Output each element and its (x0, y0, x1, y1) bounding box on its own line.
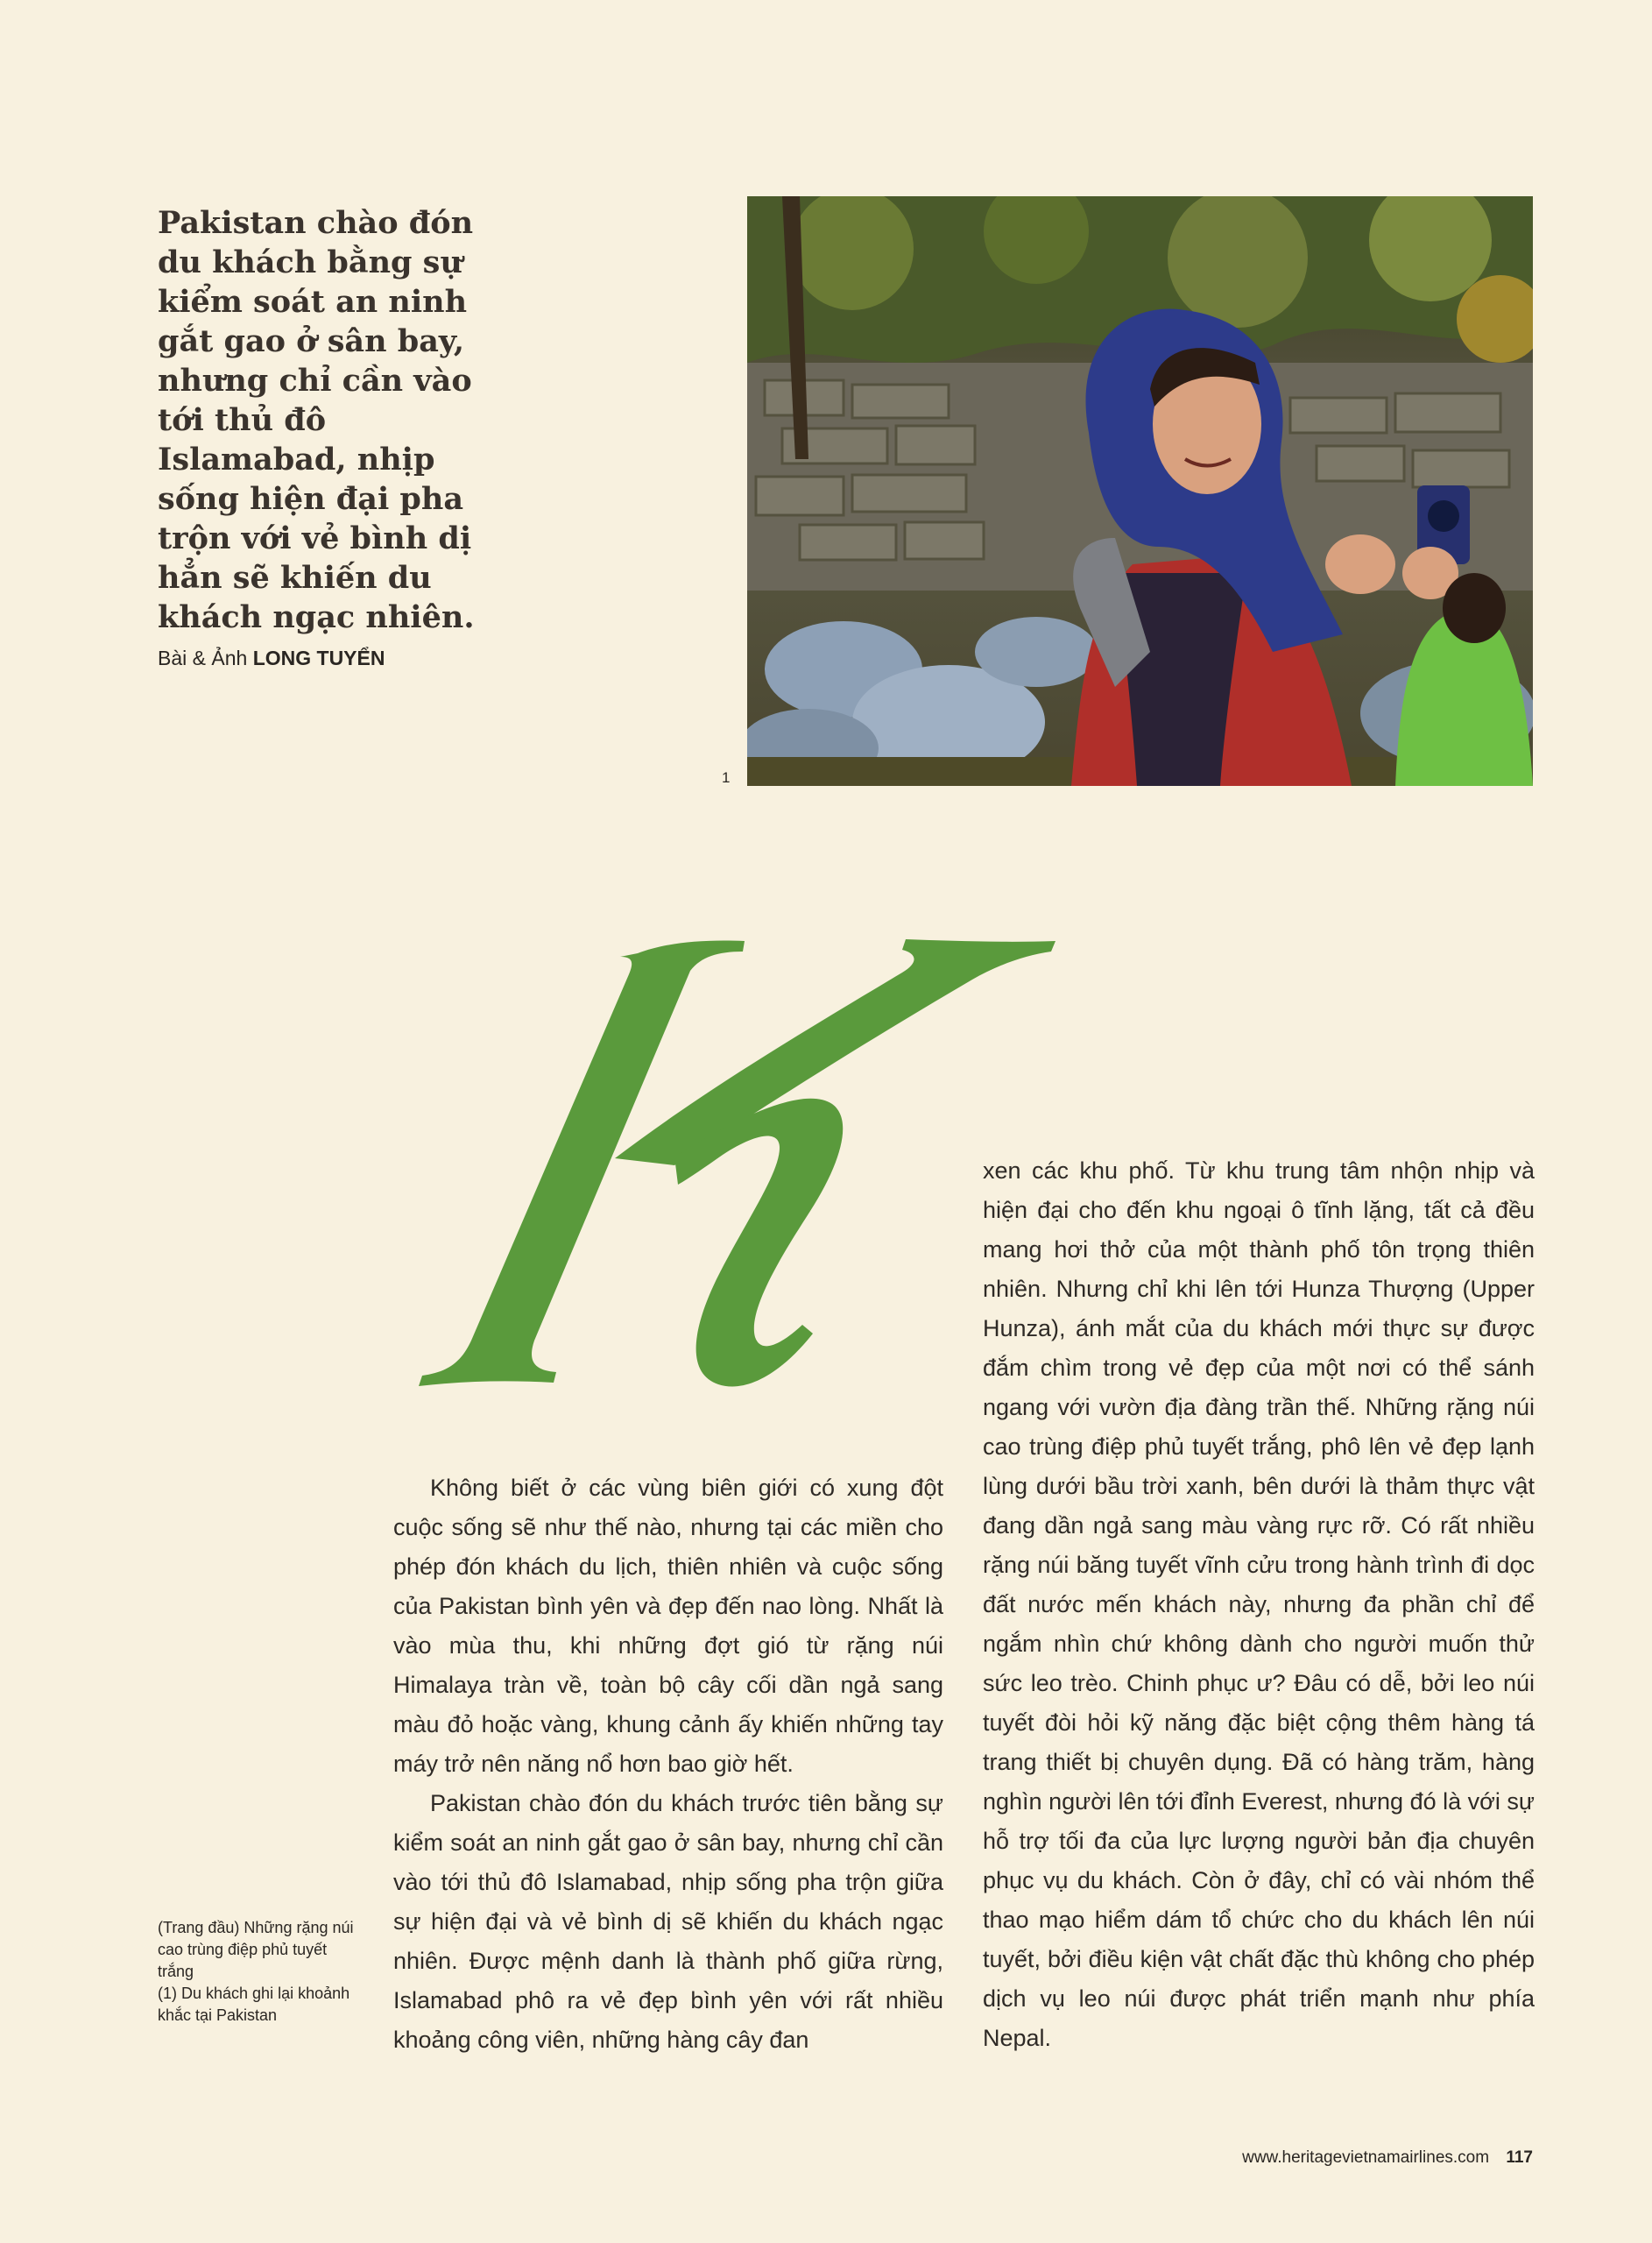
caption-line-1: (Trang đầu) Những rặng núi cao trùng điệp phủ tuyết trắng (158, 1919, 354, 1980)
photo-number: 1 (722, 769, 731, 786)
article-paragraph-3: xen các khu phố. Từ khu trung tâm nhộn nhịp và hiện đại cho đến khu ngoại ô tĩnh lặng, tất cả đều mang hơi thở của một thành phố tôn trọng thiên nhiên. Nhưng chỉ khi lên tới Hunza Thượng (Upper Hunza), ánh mắt của du khách mới thực sự được đắm chìm trong vẻ đẹp của một nơi có thể sánh ngang với vườn địa đàng trần thế. Những rặng núi cao trùng điệp phủ tuyết trắng, phô lên vẻ đẹp lạnh lùng dưới bầu trời xanh, bên dưới là thảm thực vật đang dần ngả sang màu vàng rực rỡ. Có rất nhiều rặng núi băng tuyết vĩnh cửu trong hành trình đi dọc đất nước mến khách này, nhưng đa phần chỉ để ngắm nhìn chứ không dành cho người muốn thử sức leo trèo. Chinh phục ư? Đâu có dễ, bởi leo núi tuyết đòi hỏi kỹ năng đặc biệt cộng thêm hàng tá trang thiết bị chuyên dụng. Đã có hàng trăm, hàng nghìn người lên tới đỉnh Everest, nhưng đó là với sự hỗ trợ tối đa của lực lượng người bản địa chuyên phục vụ du khách. Còn ở đây, chỉ có vài nhóm thể thao mạo hiểm dám tổ chức cho du khách lên núi tuyết, bởi điều kiện vật chất đặc thù không cho phép dịch vụ leo núi được phát triển mạnh như phía Nepal. (983, 1157, 1535, 2051)
footer-url: www.heritagevietnamairlines.com (1242, 2148, 1490, 2167)
article-column-right (983, 1151, 1535, 2058)
caption-line-2: (1) Du khách ghi lại khoảnh khắc tại Pakistan (158, 1985, 350, 2024)
byline (158, 647, 385, 670)
photo-girl-with-camera (747, 196, 1533, 786)
article-paragraph-1: Không biết ở các vùng biên giới có xung đột cuộc sống sẽ như thế nào, nhưng tại các miền cho phép đón khách du lịch, thiên nhiên và cuộc sống của Pakistan bình yên và đẹp đến nao lòng. Nhất là vào mùa thu, khi những đợt gió từ rặng núi Himalaya tràn về, toàn bộ cây cối dần ngả sang màu đỏ hoặc vàng, khung cảnh ấy khiến những tay máy trở nên năng nổ hơn bao giờ hết. (393, 1475, 943, 1777)
byline-prefix: Bài & Ảnh (158, 647, 248, 669)
photo-caption (158, 1917, 355, 2027)
page-footer (1242, 2148, 1533, 2168)
article-column-middle (393, 1468, 943, 2060)
article-paragraph-2: Pakistan chào đón du khách trước tiên bằng sự kiểm soát an ninh gắt gao ở sân bay, nhưng chỉ cần vào tới thủ đô Islamabad, nhịp sống pha trộn giữa sự hiện đại và vẻ bình dị sẽ khiến du khách ngạc nhiên. Được mệnh danh là thành phố giữa rừng, Islamabad phô ra vẻ đẹp bình yên với rất nhiều khoảng công viên, những hàng cây đan (393, 1790, 943, 2053)
drop-cap-k-glyph (419, 939, 1055, 1387)
intro-text: Pakistan chào đón du khách bằng sự kiểm soát an ninh gắt gao ở sân bay, nhưng chỉ cần vào tới thủ đô Islamabad, nhịp sống hiện đại pha trộn với vẻ bình dị hẳn sẽ khiến du khách ngạc nhiên. (158, 205, 475, 635)
drop-cap-letter (412, 929, 1060, 1437)
page-number: 117 (1506, 2148, 1533, 2167)
byline-author: LONG TUYỂN (252, 647, 385, 669)
